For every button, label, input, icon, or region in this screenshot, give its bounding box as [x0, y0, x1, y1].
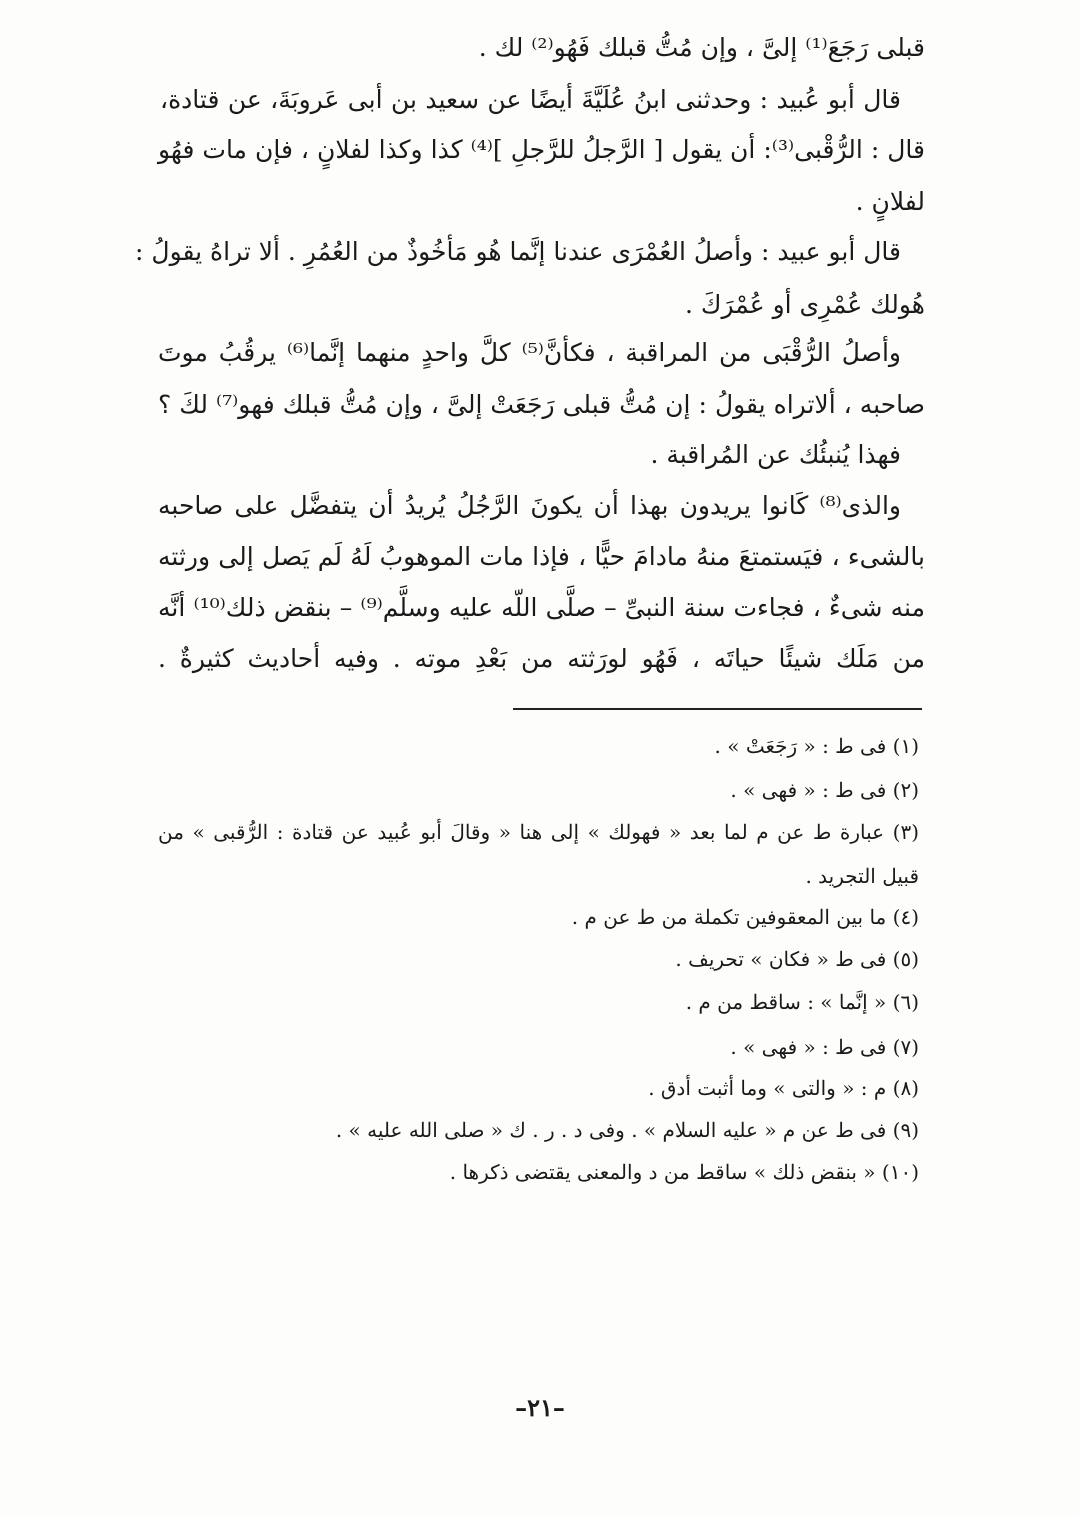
footnote-9: (٩) فى ط عن م « عليه السلام » . وفى د . ر . ك « صلى الله عليه » . — [335, 1118, 919, 1142]
body-line-13: من مَلَك شيئًا حياتَه ، فَهُو لورَثته من بَعْدِ موته . وفيه أحاديث كثيرةٌ . — [158, 644, 925, 673]
body-line-12: منه شىءٌ ، فجاءت سنة النبىِّ – صلَّى اللّه عليه وسلَّم⁽⁹⁾ – بنقض ذلك⁽¹⁰⁾ أنَّه — [158, 593, 925, 622]
footnote-5: (٥) فى ط « فكان » تحريف . — [675, 947, 919, 971]
footnote-4: (٤) ما بين المعقوفين تكملة من ط عن م . — [571, 905, 919, 929]
body-line-4: لفلانٍ . — [855, 187, 925, 216]
footnote-2: (٢) فى ط : « فهى » . — [730, 778, 919, 802]
body-line-7: وأصلُ الرُّقْبَى من المراقبة ، فكأنَّ⁽⁵⁾ كلَّ واحدٍ منهما إنَّما⁽⁶⁾ يرقُبُ موتَ — [158, 338, 901, 367]
body-line-5: قال أبو عبيد : وأصلُ العُمْرَى عندنا إنَّما هُو مَأخُوذٌ من العُمُرِ . ألا تراهُ يقولُ : — [135, 237, 901, 266]
body-line-3: قال : الرُّقْبى⁽³⁾: أن يقول [ الرَّجلُ للرَّجلِ ]⁽⁴⁾ كذا وكذا لفلانٍ ، فإن مات فهُو — [158, 135, 925, 164]
footnote-8: (٨) م : « والتى » وما أثبت أدق . — [648, 1076, 919, 1100]
footnote-separator — [513, 708, 922, 710]
body-line-2: قال أبو عُبيد : وحدثنى ابنُ عُلَيَّةَ أيضًا عن سعيد بن أبى عَروبَةَ، عن قتادة، — [160, 85, 901, 114]
footnote-3-continued: قبيل التجريد . — [805, 864, 919, 888]
body-line-10: والذى⁽⁸⁾ كَانوا يريدون بهذا أن يكونَ الرَّجُلُ يُريدُ أن يتفضَّل على صاحبه — [158, 491, 901, 520]
footnote-10: (١٠) « بنقض ذلك » ساقط من د والمعنى يقتضى ذكرها . — [449, 1160, 919, 1184]
body-line-8: صاحبه ، ألاتراه يقولُ : إن مُتُّ قبلى رَجَعَتْ إلىَّ ، وإن مُتُّ قبلك فهو⁽⁷⁾ لكَ ؟ — [158, 390, 925, 419]
body-line-11: بالشىء ، فيَستمتعَ منهُ مادامَ حيًّا ، فإذا مات الموهوبُ لَهُ لَم يَصل إلى ورثته — [158, 542, 925, 571]
body-line-6: هُولك عُمْرِى أو عُمْرَكَ . — [684, 290, 925, 319]
body-line-1: قبلى رَجَعَ⁽¹⁾ إلىَّ ، وإن مُتُّ قبلك فَهُو⁽²⁾ لك . — [478, 33, 925, 62]
page-number: –٢١– — [515, 1393, 565, 1422]
footnote-3: (٣) عبارة ط عن م لما بعد « فهولك » إلى هنا « وقالَ أبو عُبيد عن قتادة : الرُّقبى » من — [158, 820, 919, 844]
body-line-9: فهذا يُنبئُك عن المُراقبة . — [650, 440, 901, 469]
footnote-1: (١) فى ط : « رَجَعَتْ » . — [714, 734, 919, 758]
footnote-6: (٦) « إنَّما » : ساقط من م . — [685, 990, 919, 1014]
footnote-7: (٧) فى ط : « فهى » . — [730, 1035, 919, 1059]
